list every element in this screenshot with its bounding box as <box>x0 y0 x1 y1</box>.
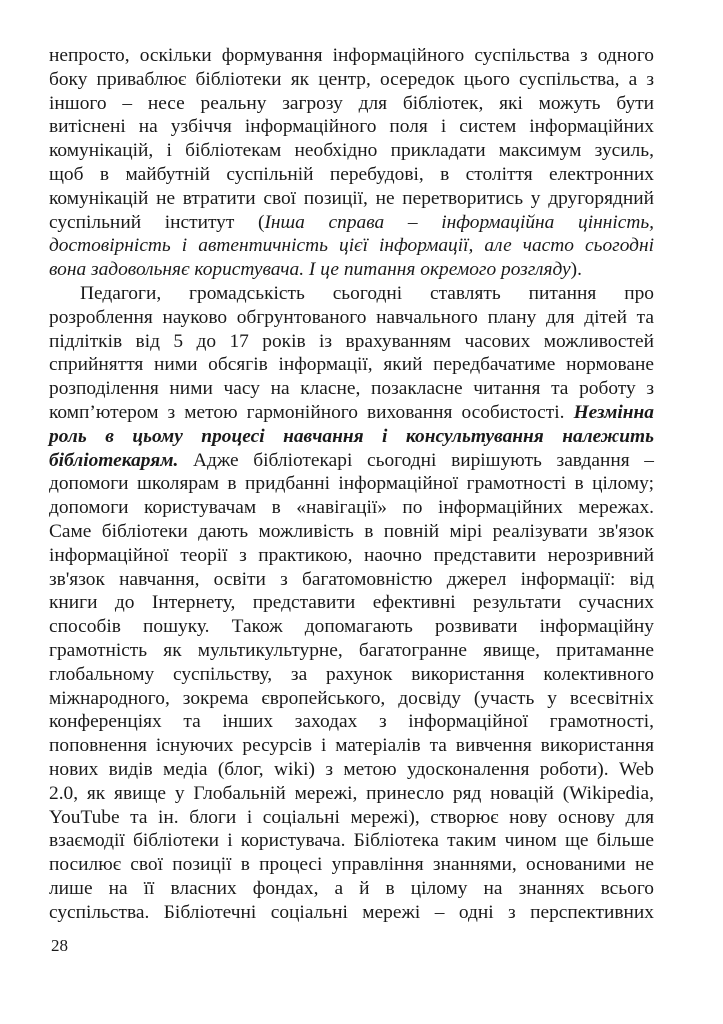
text-span: комп’ютером з метою гармонійного виховання особистості. <box>49 401 565 423</box>
text-line: лише на її власних фондах, а й в цілому на знаннях всього <box>49 877 654 899</box>
emphasis-text: роль в цьому процесі навчання і консультування належить <box>49 425 654 447</box>
text-line: зв'язок навчання, освіти з багатомовністю джерел інформації: від <box>49 568 654 590</box>
text-line: способів пошуку. Також допомагають розвивати інформаційну <box>49 616 654 638</box>
text-line: комунікацій не втратити свої позиції, не перетворитись у другорядний <box>49 187 654 209</box>
emphasis-text: бібліотекарям. <box>49 449 179 471</box>
text-line: посилює свої позиції в процесі управління знаннями, основаними не <box>49 854 654 876</box>
text-span: ). <box>570 259 582 281</box>
text-line: суспільства. Бібліотечні соціальні мережі – одні з перспективних <box>49 901 654 923</box>
text-line: 2.0, як явище у Глобальній мережі, принесло ряд новацій (Wikipedia, <box>49 782 654 804</box>
text-line: допомоги школярам в придбанні інформаційної грамотності в цілому; <box>49 473 654 495</box>
text-span: суспільний інститут ( <box>49 211 265 233</box>
text-line: глобальному суспільству, за рахунок використання колективного <box>49 663 654 685</box>
text-line: допомоги користувачам в «навігації» по інформаційних мережах. <box>49 497 654 519</box>
text-line: підлітків від 5 до 17 років із врахуванням часових можливостей <box>49 330 654 352</box>
italic-note: Інша справа – інформаційна цінність, <box>264 211 654 233</box>
text-line: щоб в майбутній суспільній перебудові, в століття електронних <box>49 163 654 185</box>
text-line: витіснені на узбіччя інформаційного поля і систем інформаційних <box>49 116 654 138</box>
text-line <box>49 449 654 473</box>
text-line: міжнародного, зокрема європейського, досвіду (участь у всесвітніх <box>49 687 654 709</box>
text-span: Адже бібліотекарі сьогодні вирішують завдання – <box>178 449 654 471</box>
text-line: YouTube та ін. блоги і соціальні мережі), створює нову основу для <box>49 806 654 828</box>
paragraph-start: Педагоги, громадськість сьогодні ставлять питання про <box>80 282 654 304</box>
text-line: сприйняття ними обсягів інформації, який передбачатиме нормоване <box>49 354 654 376</box>
text-line <box>49 401 654 425</box>
body-text <box>49 44 654 924</box>
text-line: розподілення ними часу на класне, позакласне читання та роботу з <box>49 378 654 400</box>
text-line: комунікацій, і бібліотекам необхідно прикладати максимум зусиль, <box>49 140 654 162</box>
text-line: взаємодії бібліотеки і користувача. Бібліотека таким чином ще більше <box>49 830 654 852</box>
text-line: грамотність як мультикультурне, багатогранне явище, притаманне <box>49 639 654 661</box>
text-line <box>49 258 654 282</box>
text-line: інформаційної теорії з практикою, наочно представити нерозривний <box>49 544 654 566</box>
italic-note: достовірність і автентичність цієї інформації, але часто сьогодні <box>49 235 654 257</box>
text-line: розроблення науково обгрунтованого навчального плану для дітей та <box>49 306 654 328</box>
page-number: 28 <box>51 936 68 955</box>
text-line: книги до Інтернету, представити ефективні результати сучасних <box>49 592 654 614</box>
text-line: нових видів медіа (блог, wiki) з метою удосконалення роботи). Web <box>49 758 654 780</box>
emphasis-text: Незмінна <box>573 401 654 423</box>
text-line: непросто, оскільки формування інформаційного суспільства з одного <box>49 45 654 66</box>
text-line: поповнення існуючих ресурсів і матеріалів та вивчення використання <box>49 735 654 757</box>
text-line: іншого – несе реальну загрозу для бібліотек, які можуть бути <box>49 92 654 114</box>
italic-note: вона задовольняє користувача. І це питання окремого розгляду <box>49 259 571 281</box>
text-line: Саме бібліотеки дають можливість в повній мірі реалізувати зв'язок <box>49 520 654 542</box>
text-line: конференціях та інших заходах з інформаційної грамотності, <box>49 711 654 733</box>
text-line: боку приваблює бібліотеки як центр, осередок цього суспільства, а з <box>49 68 654 90</box>
text-line <box>49 211 654 235</box>
